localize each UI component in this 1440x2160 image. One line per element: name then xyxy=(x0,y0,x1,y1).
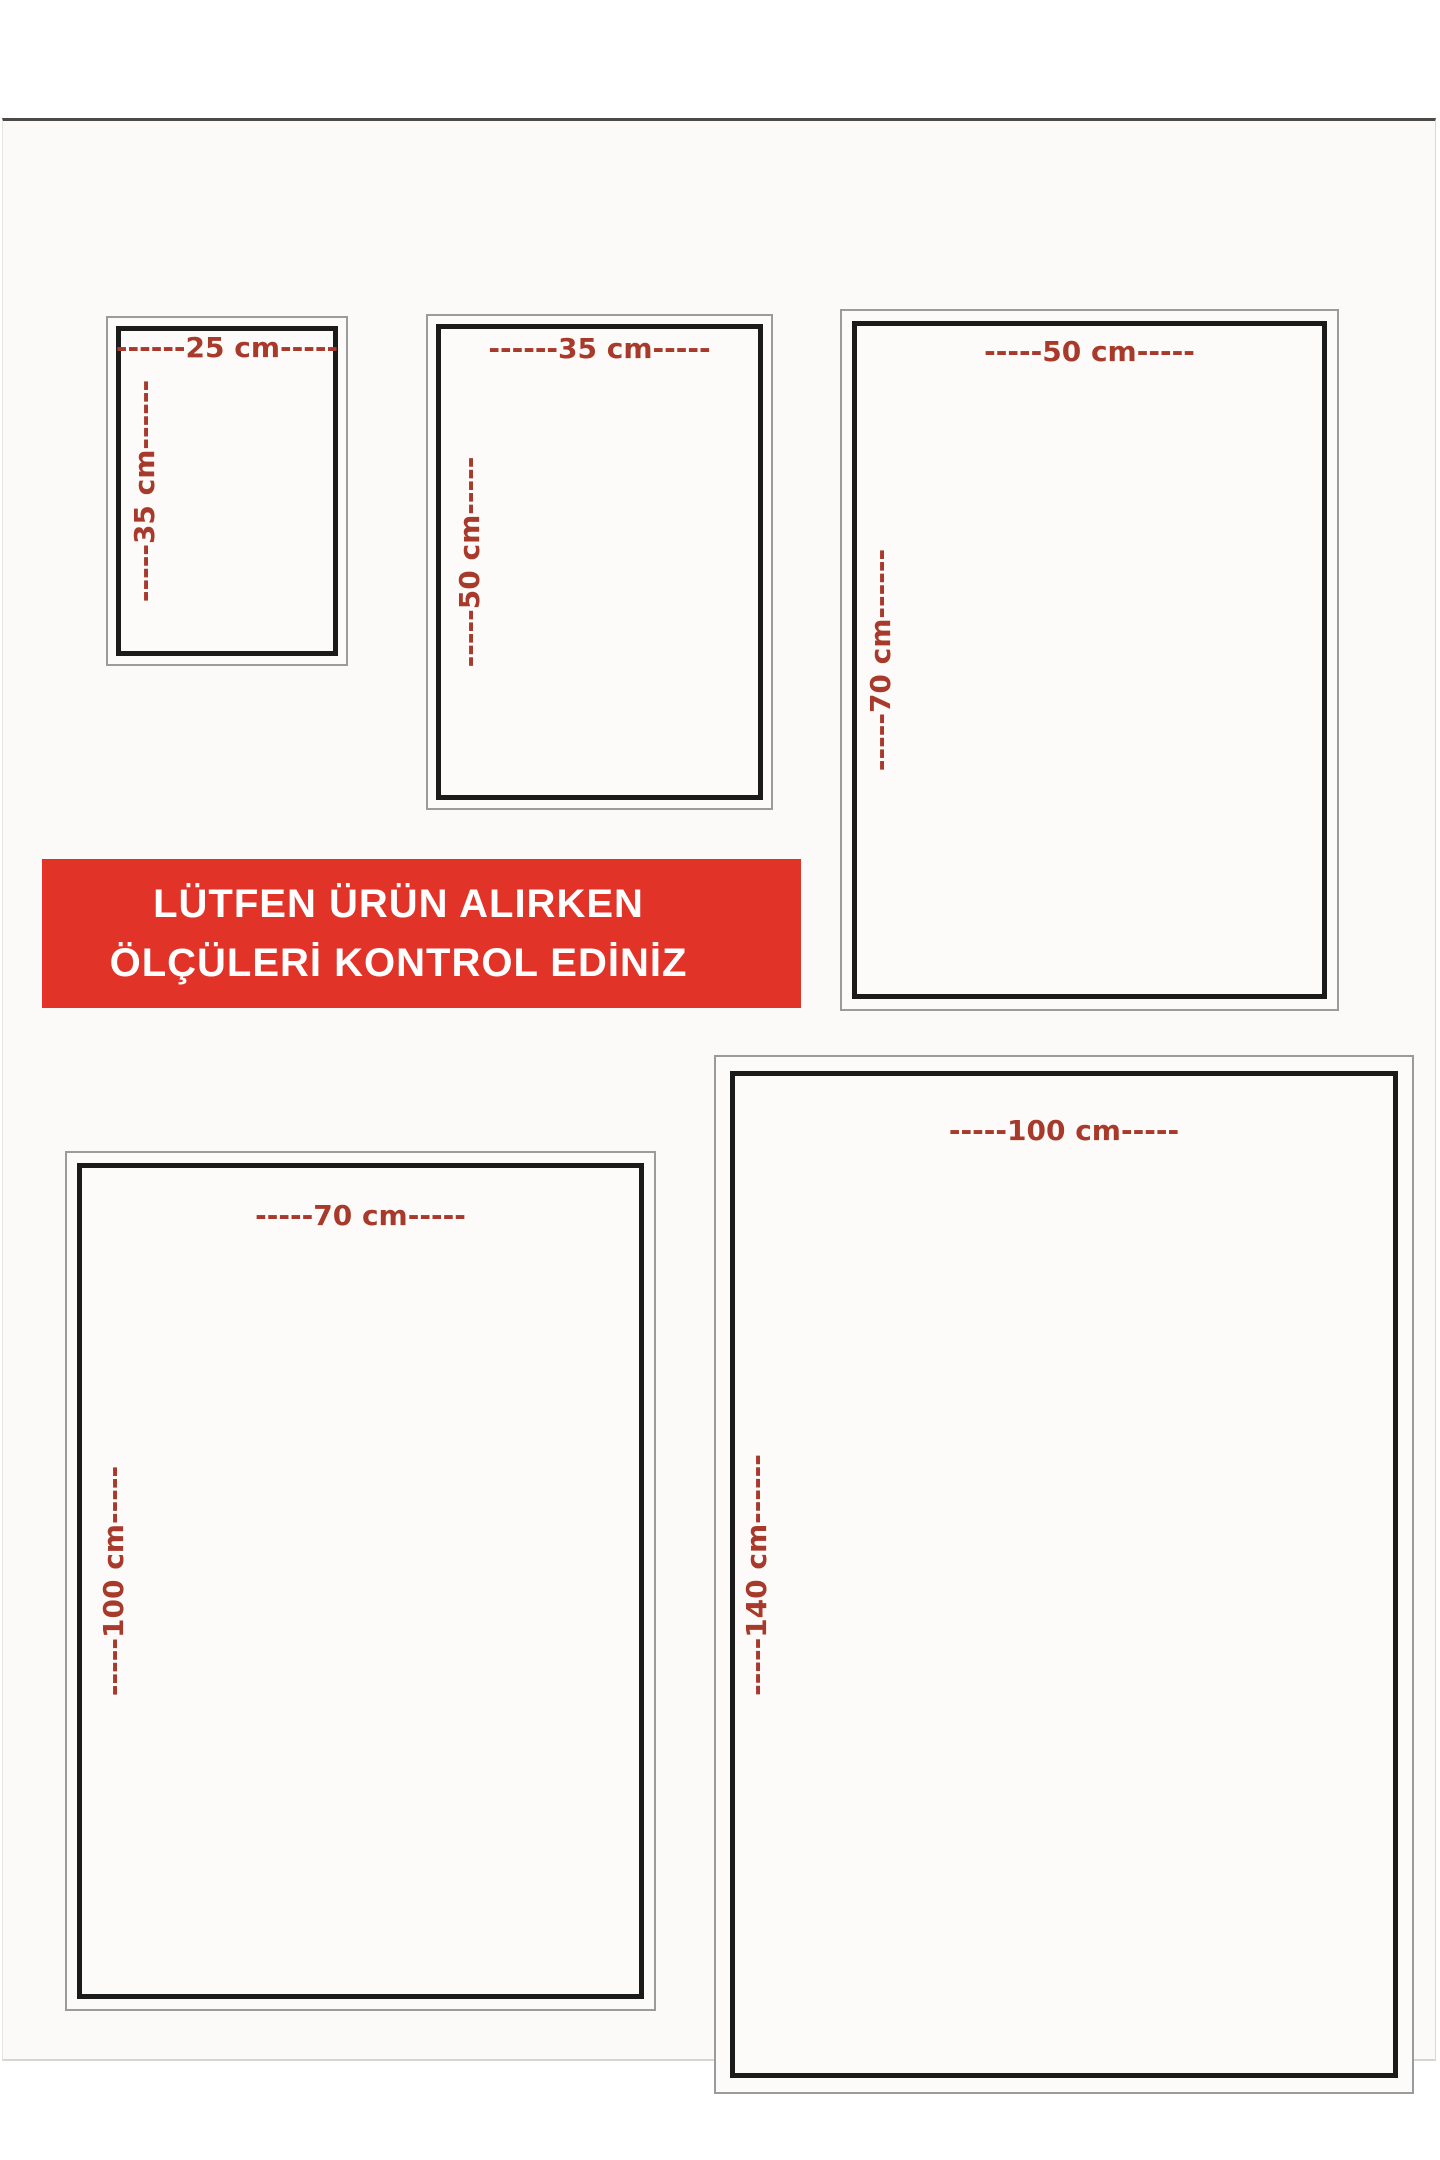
size-box-70x100 xyxy=(65,1151,656,2011)
height-dimension-label: -----50 cm----- xyxy=(453,456,486,668)
width-dimension-label: ------25 cm----- xyxy=(115,331,339,364)
size-box-inner-frame xyxy=(852,321,1327,999)
size-box-50x70 xyxy=(840,309,1339,1011)
size-box-100x140 xyxy=(714,1055,1414,2094)
height-dimension-label: -----70 cm------ xyxy=(864,548,897,772)
warning-banner-line-1: LÜTFEN ÜRÜN ALIRKEN xyxy=(153,881,644,926)
size-box-inner-frame xyxy=(730,1071,1398,2078)
warning-banner xyxy=(42,859,801,1008)
warning-banner-line-2: ÖLÇÜLERİ KONTROL EDİNİZ xyxy=(109,940,688,985)
height-dimension-label: -----35 cm------ xyxy=(128,379,161,603)
height-dimension-label: -----100 cm----- xyxy=(97,1465,130,1697)
width-dimension-label: ------35 cm----- xyxy=(488,332,711,365)
size-box-35x50 xyxy=(426,314,773,810)
width-dimension-label: -----100 cm----- xyxy=(948,1114,1180,1147)
height-dimension-label: -----140 cm------ xyxy=(740,1453,773,1696)
width-dimension-label: -----50 cm----- xyxy=(984,335,1195,368)
width-dimension-label: -----70 cm----- xyxy=(255,1199,466,1232)
size-box-25x35 xyxy=(106,316,348,666)
photo-frame xyxy=(2,118,1436,2061)
size-box-inner-frame xyxy=(77,1163,644,1999)
